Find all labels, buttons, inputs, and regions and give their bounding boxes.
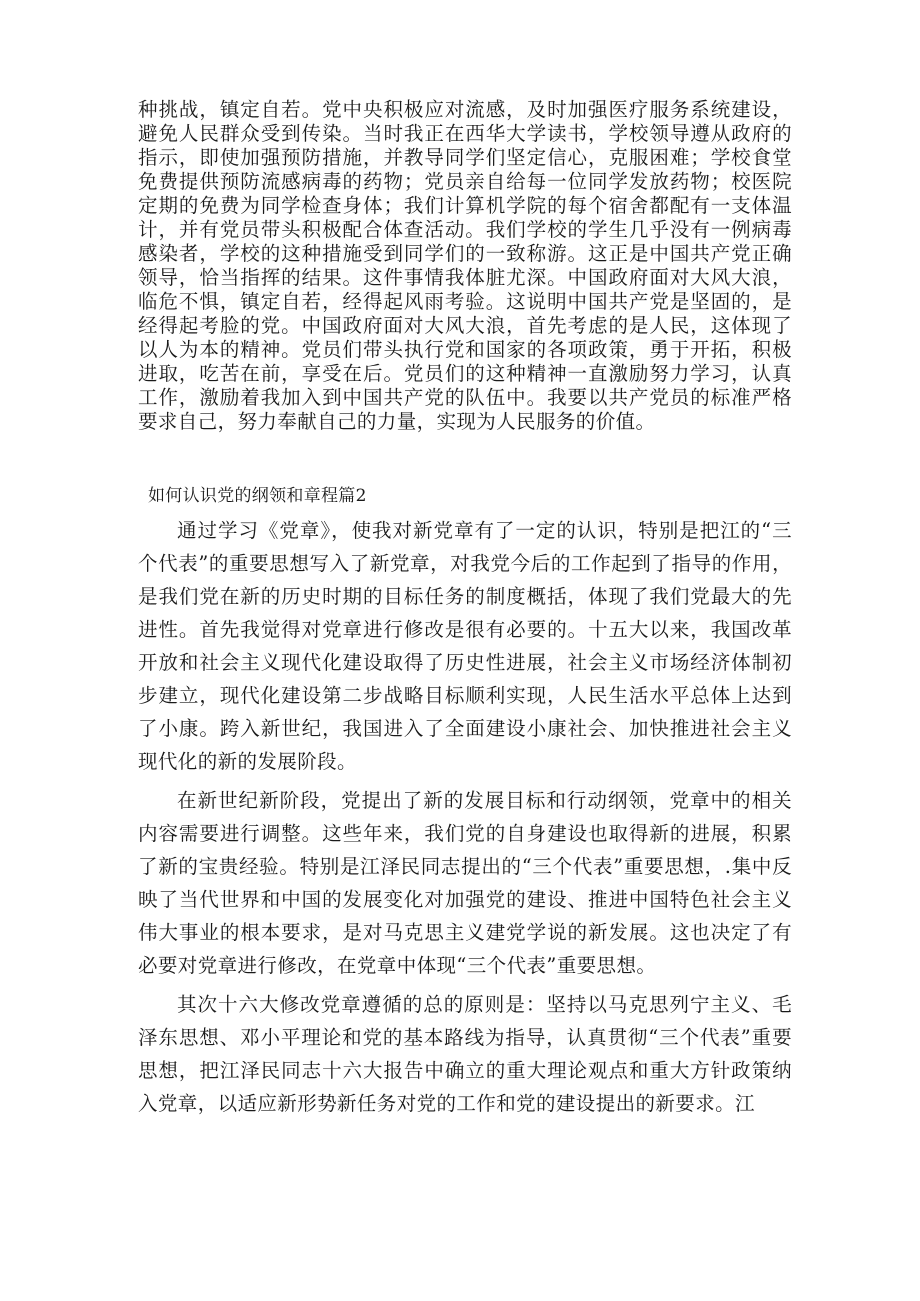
opening-paragraph: 种挑战，镇定自若。党中央积极应对流感，及时加强医疗服务系统建设，避免人民群众受到传染。当时我正在西华大学读书，学校领导遵从政府的指示，即使加强预防措施，并教导同学们坚定信心，克服困难；学校食堂免费提供预防流感病毒的药物；党员亲自给每一位同学发放药物；校医院定期的免费为同学检查身体；我们计算机学院的每个宿舍都配有一支体温计，并有党员带头积极配合体查活动。我们学校的学生几乎没有一例病毒感染者，学校的这种措施受到同学们的一致称游。这正是中国共产党正确领导，恰当指挥的结果。这件事情我体脏尤深。中国政府面对大风大浪，临危不惧，镇定自若，经得起风雨考验。这说明中国共产党是坚固的，是经得起考脸的党。中国政府面对大风大浪，首先考虑的是人民，这体现了以人为本的精神。党员们带头执行党和国家的各项政策，勇于开拓，积极进取，吃苦在前，享受在后。党员们的这种精神一直激励努力学习，认真工作，激励着我加入到中国共产党的队伍中。我要以共产党员的标准严格要求自己，努力奉献自己的力量，实现为人民服务的价值。 <box>138 98 792 433</box>
body-paragraph-2: 在新世纪新阶段，党提出了新的发展目标和行动纲领，党章中的相关内容需要进行调整。这些年来，我们党的自身建设也取得新的进展，积累了新的宝贵经验。特别是江泽民同志提出的“三个代表”重要思想，.集中反映了当代世界和中国的发展变化对加强党的建设、推进中国特色社会主义伟大事业的根本要求，是对马克思主义建党学说的新发展。这也决定了有必要对党章进行修改，在党章中体现“三个代表”重要思想。 <box>138 789 792 977</box>
body-paragraph-3: 其次十六大修改党章遵循的总的原则是：坚持以马克思列宁主义、毛泽东思想、邓小平理论和党的基本路线为指导，认真贯彻“三个代表”重要思想，把江泽民同志十六大报告中确立的重大理论观点和重大方针政策纳入党章，以适应新形势新任务对党的工作和党的建设提出的新要求。江 <box>138 993 792 1115</box>
body-paragraph-1: 通过学习《党章》，使我对新党章有了一定的认识，特别是把江的“三个代表”的重要思想写入了新党章，对我党今后的工作起到了指导的作用，是我们党在新的历史时期的目标任务的制度概括，体现了我们党最大的先进性。首先我觉得对党章进行修改是很有必要的。十五大以来，我国改革开放和社会主义现代化建设取得了历史性进展，社会主义市场经济体制初步建立，现代化建设第二步战略目标顺利实现，人民生活水平总体上达到了小康。跨入新世纪，我国进入了全面建设小康社会、加快推进社会主义现代化的新的发展阶段。 <box>138 519 792 773</box>
document-page <box>138 98 792 1120</box>
section-title: 如何认识党的纲领和章程篇2 <box>148 486 367 506</box>
